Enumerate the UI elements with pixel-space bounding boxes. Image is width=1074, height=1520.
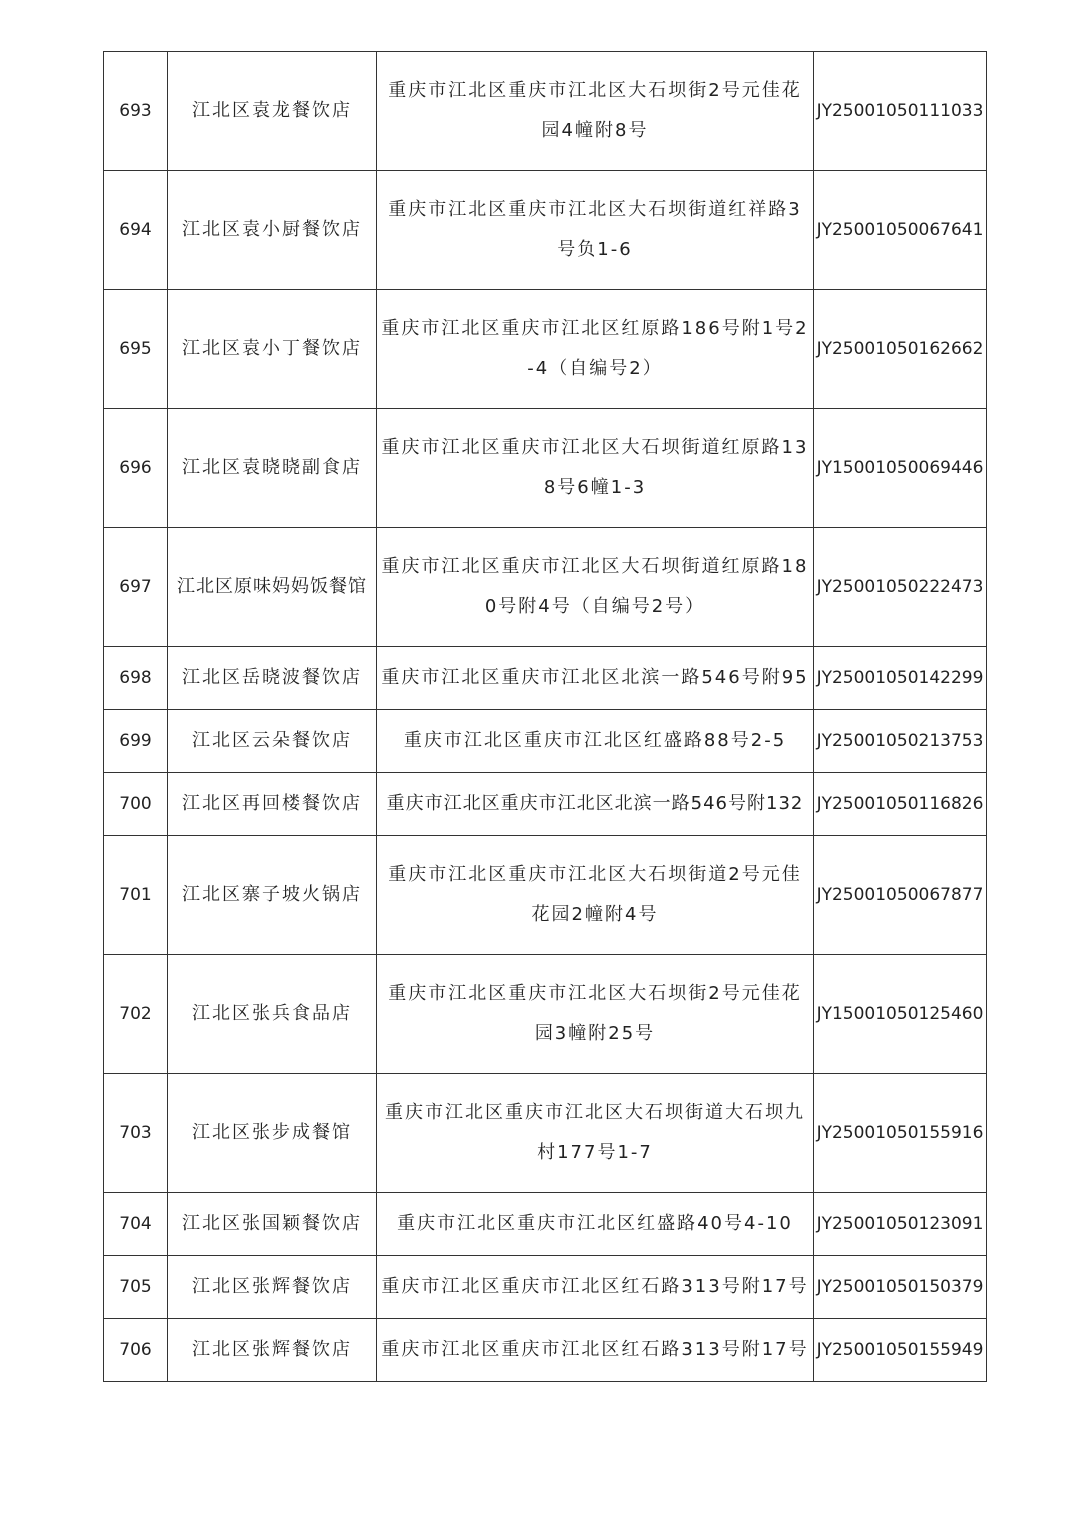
business-name: 江北区袁小厨餐饮店 <box>168 171 377 290</box>
business-name: 江北区张步成餐馆 <box>168 1074 377 1193</box>
business-address: 重庆市江北区重庆市江北区大石坝街2号元佳花园4幢附8号 <box>377 52 814 171</box>
business-name: 江北区袁晓晓副食店 <box>168 409 377 528</box>
business-address: 重庆市江北区重庆市江北区北滨一路546号附132 <box>377 773 814 836</box>
business-address: 重庆市江北区重庆市江北区红石路313号附17号 <box>377 1256 814 1319</box>
business-address: 重庆市江北区重庆市江北区北滨一路546号附95 <box>377 647 814 710</box>
row-number: 695 <box>104 290 168 409</box>
license-number: JY25001050116826 <box>814 773 987 836</box>
row-number: 706 <box>104 1319 168 1382</box>
business-address: 重庆市江北区重庆市江北区红盛路88号2-5 <box>377 710 814 773</box>
business-address: 重庆市江北区重庆市江北区大石坝街道红原路138号6幢1-3 <box>377 409 814 528</box>
license-number: JY25001050067641 <box>814 171 987 290</box>
row-number: 705 <box>104 1256 168 1319</box>
row-number: 701 <box>104 836 168 955</box>
business-name: 江北区袁小丁餐饮店 <box>168 290 377 409</box>
business-address: 重庆市江北区重庆市江北区红石路313号附17号 <box>377 1319 814 1382</box>
table-row <box>104 836 987 955</box>
business-address: 重庆市江北区重庆市江北区大石坝街2号元佳花园3幢附25号 <box>377 955 814 1074</box>
business-address: 重庆市江北区重庆市江北区大石坝街道红原路180号附4号（自编号2号） <box>377 528 814 647</box>
row-number: 698 <box>104 647 168 710</box>
row-number: 702 <box>104 955 168 1074</box>
license-number: JY25001050213753 <box>814 710 987 773</box>
business-name: 江北区寨子坡火锅店 <box>168 836 377 955</box>
license-number: JY25001050123091 <box>814 1193 987 1256</box>
license-number: JY25001050142299 <box>814 647 987 710</box>
table-row <box>104 528 987 647</box>
license-number: JY25001050067877 <box>814 836 987 955</box>
row-number: 694 <box>104 171 168 290</box>
table-row <box>104 409 987 528</box>
business-name: 江北区原味妈妈饭餐馆 <box>168 528 377 647</box>
license-number: JY25001050222473 <box>814 528 987 647</box>
business-address: 重庆市江北区重庆市江北区红原路186号附1号2-4（自编号2） <box>377 290 814 409</box>
row-number: 704 <box>104 1193 168 1256</box>
table-row <box>104 710 987 773</box>
row-number: 696 <box>104 409 168 528</box>
business-name: 江北区张辉餐饮店 <box>168 1319 377 1382</box>
business-name: 江北区云朵餐饮店 <box>168 710 377 773</box>
license-number: JY25001050150379 <box>814 1256 987 1319</box>
row-number: 699 <box>104 710 168 773</box>
license-table <box>103 51 987 1382</box>
row-number: 700 <box>104 773 168 836</box>
business-name: 江北区张辉餐饮店 <box>168 1256 377 1319</box>
business-name: 江北区袁龙餐饮店 <box>168 52 377 171</box>
license-number: JY25001050155949 <box>814 1319 987 1382</box>
business-address: 重庆市江北区重庆市江北区大石坝街道2号元佳花园2幢附4号 <box>377 836 814 955</box>
row-number: 693 <box>104 52 168 171</box>
business-address: 重庆市江北区重庆市江北区红盛路40号4-10 <box>377 1193 814 1256</box>
table-row <box>104 1074 987 1193</box>
business-address: 重庆市江北区重庆市江北区大石坝街道大石坝九村177号1-7 <box>377 1074 814 1193</box>
license-number: JY25001050111033 <box>814 52 987 171</box>
business-name: 江北区张兵食品店 <box>168 955 377 1074</box>
license-number: JY15001050069446 <box>814 409 987 528</box>
table-row <box>104 1193 987 1256</box>
license-number: JY25001050155916 <box>814 1074 987 1193</box>
table-row <box>104 171 987 290</box>
business-address: 重庆市江北区重庆市江北区大石坝街道红祥路3号负1-6 <box>377 171 814 290</box>
row-number: 697 <box>104 528 168 647</box>
table-row <box>104 955 987 1074</box>
table-row <box>104 647 987 710</box>
license-number: JY15001050125460 <box>814 955 987 1074</box>
business-name: 江北区再回楼餐饮店 <box>168 773 377 836</box>
table-row <box>104 290 987 409</box>
business-name: 江北区岳晓波餐饮店 <box>168 647 377 710</box>
table-row <box>104 1256 987 1319</box>
business-name: 江北区张国颖餐饮店 <box>168 1193 377 1256</box>
table-row <box>104 1319 987 1382</box>
row-number: 703 <box>104 1074 168 1193</box>
table-row <box>104 773 987 836</box>
license-number: JY25001050162662 <box>814 290 987 409</box>
license-table-body <box>104 52 987 1382</box>
table-row <box>104 52 987 171</box>
